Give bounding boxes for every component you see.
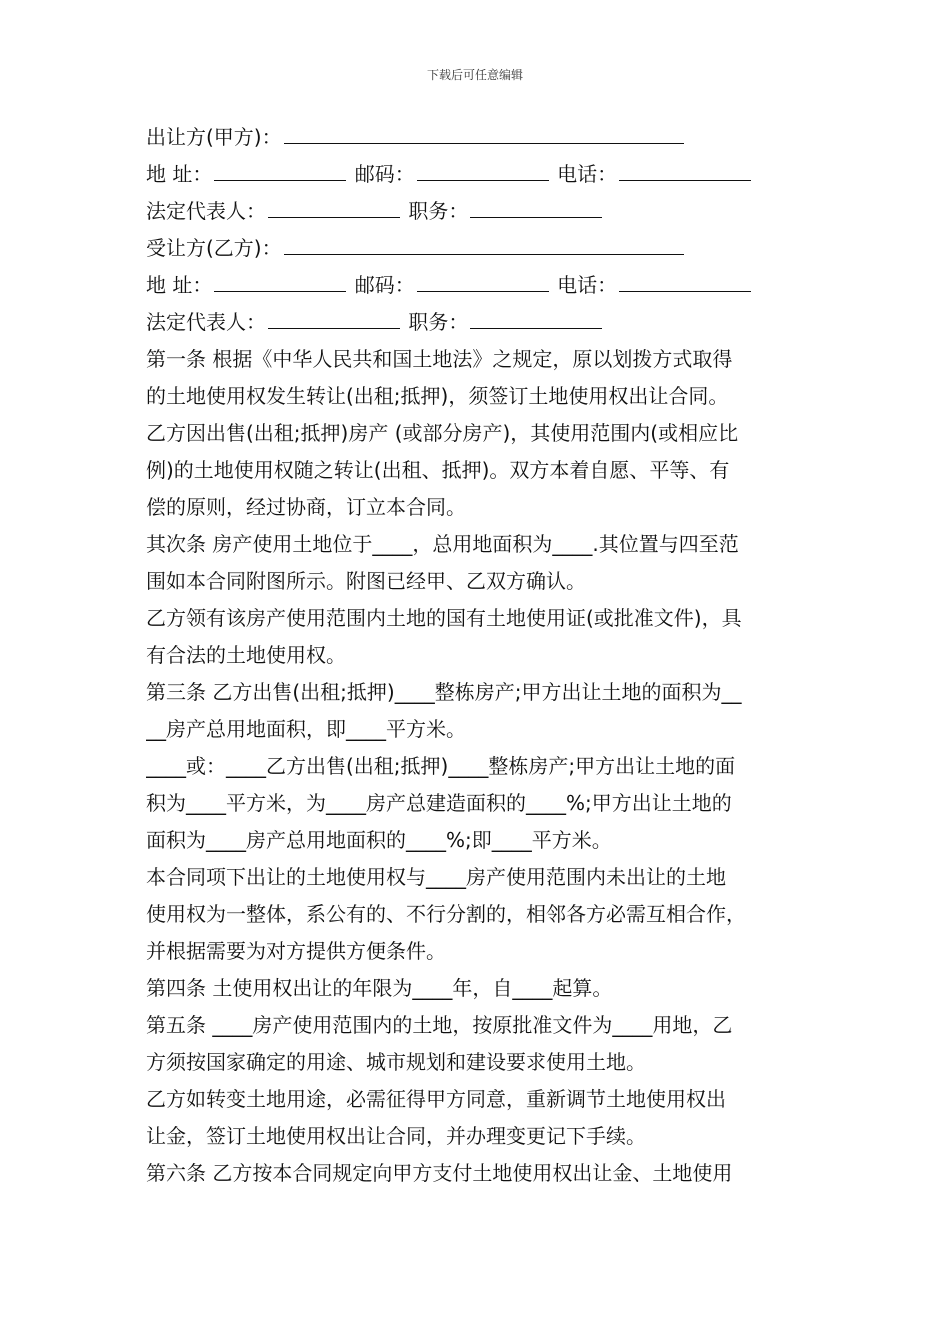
address-blank [214,271,346,292]
party-a-rep-line [146,196,811,233]
text-line: 方须按国家确定的用途、城市规划和建设要求使用土地。 [146,1050,646,1074]
text-line: 面积为____房产总用地面积的____%;即____平方米。 [146,828,612,852]
text-line: 并根据需要为对方提供方便条件。 [146,939,446,963]
phone-label: 电话： [557,162,618,186]
rep-label: 法定代表人： [146,199,266,223]
zip-label: 邮码： [354,273,415,297]
party-b-label: 受让方(乙方)： [146,236,282,260]
text-line: 让金，签订土地使用权出让合同，并办理变更记下手续。 [146,1124,646,1148]
rep-blank [268,197,400,218]
party-b-line [146,233,811,270]
rep-label: 法定代表人： [146,310,266,334]
text-line: 积为____平方米，为____房产总建造面积的____%;甲方出让土地的 [146,791,732,815]
text-line: 乙方因出售(出租;抵押)房产 (或部分房产)，其使用范围内(或相应比 [146,421,739,445]
zip-blank [417,160,549,181]
text-line: 第四条 土使用权出让的年限为____年，自____起算。 [146,976,613,1000]
page-header: 下载后可任意编辑 [426,68,523,82]
zip-label: 邮码： [354,162,415,186]
document-body [146,122,811,1195]
party-b-blank [284,234,684,255]
text-line: 使用权为一整体，系公有的、不行分割的，相邻各方必需互相合作， [146,902,746,926]
title-label: 职务： [408,199,469,223]
text-line: __房产总用地面积，即____平方米。 [146,717,466,741]
title-blank [470,308,602,329]
text-line: 其次条 房产使用土地位于____，总用地面积为____.其位置与四至范 [146,532,739,556]
text-line: 第五条 ____房产使用范围内的土地，按原批准文件为____用地，乙 [146,1013,733,1037]
address-label: 地 址： [146,162,213,186]
title-blank [470,197,602,218]
text-line: 第六条 乙方按本合同规定向甲方支付土地使用权出让金、土地使用 [146,1161,733,1185]
text-line: 第一条 根据《中华人民共和国土地法》之规定，原以划拨方式取得 [146,347,733,371]
rep-blank [268,308,400,329]
text-line: 本合同项下出让的土地使用权与____房产使用范围内未出让的土地 [146,865,726,889]
address-label: 地 址： [146,273,213,297]
text-line: 第三条 乙方出售(出租;抵押)____整栋房产;甲方出让土地的面积为__ [146,680,742,704]
text-line: 例)的土地使用权随之转让(出租、抵押)。双方本着自愿、平等、有 [146,458,730,482]
text-line: 有合法的土地使用权。 [146,643,346,667]
text-line: 围如本合同附图所示。附图已经甲、乙双方确认。 [146,569,586,593]
text-line: 偿的原则，经过协商，订立本合同。 [146,495,466,519]
text-line: 乙方领有该房产使用范围内土地的国有土地使用证(或批准文件)，具 [146,606,742,630]
address-blank [214,160,346,181]
phone-blank [619,160,751,181]
text-line: 的土地使用权发生转让(出租;抵押)，须签订土地使用权出让合同。 [146,384,729,408]
zip-blank [417,271,549,292]
party-b-address-line [146,270,811,307]
party-a-blank [284,123,684,144]
title-label: 职务： [408,310,469,334]
phone-label: 电话： [557,273,618,297]
text-line: 乙方如转变土地用途，必需征得甲方同意，重新调节土地使用权出 [146,1087,726,1111]
party-a-label: 出让方(甲方)： [146,125,282,149]
party-a-line [146,122,811,159]
party-a-address-line [146,159,811,196]
party-b-rep-line [146,307,811,344]
text-line: ____或：____乙方出售(出租;抵押)____整栋房产;甲方出让土地的面 [146,754,736,778]
phone-blank [619,271,751,292]
